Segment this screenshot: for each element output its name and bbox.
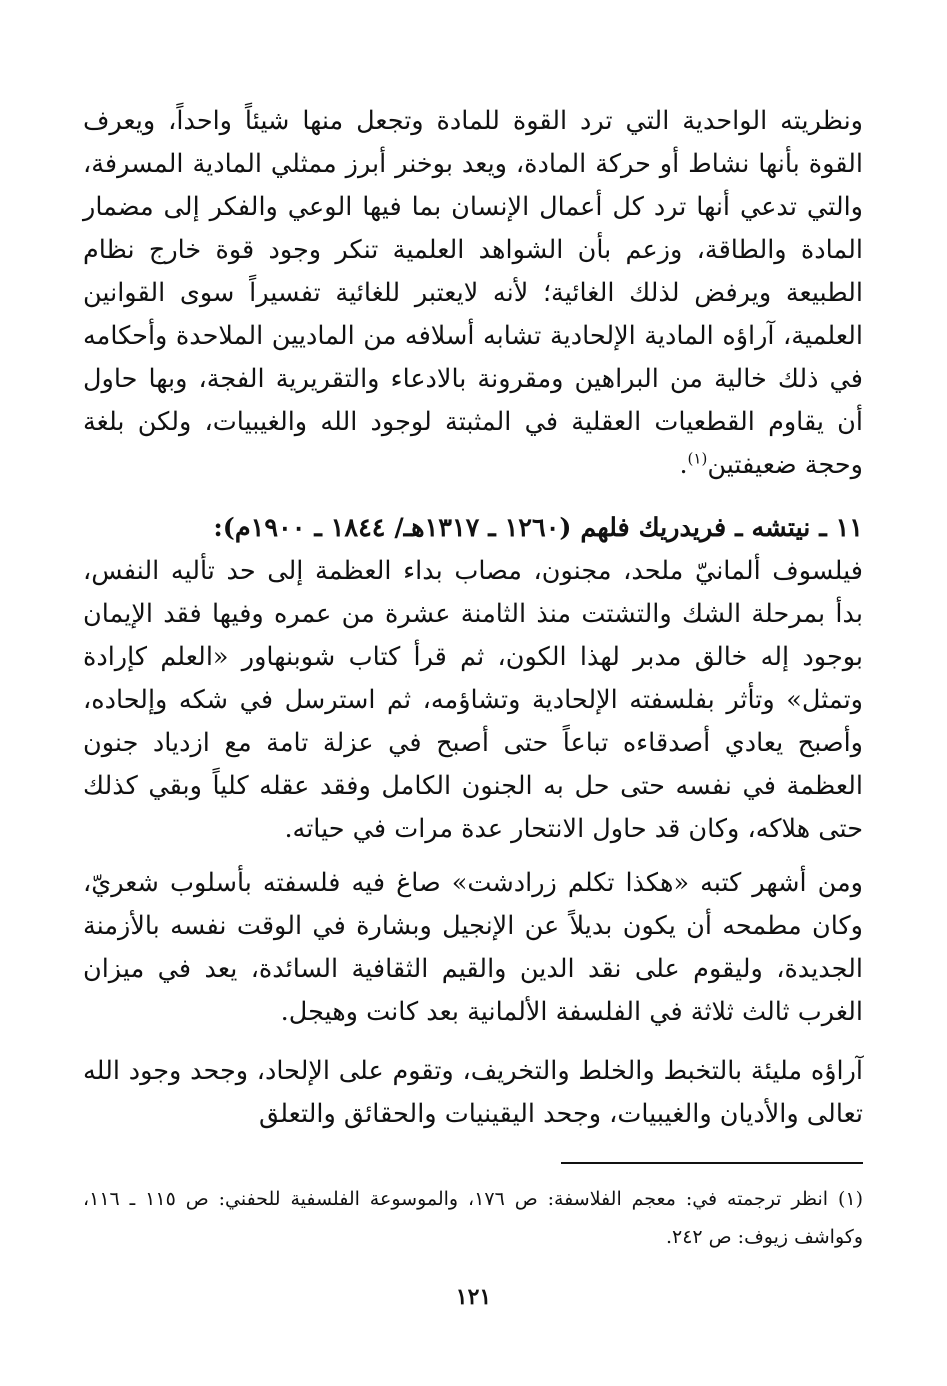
paragraph-zarathustra <box>83 862 863 1034</box>
footnote-reference: (١) <box>687 449 708 468</box>
paragraph-buchner-summary <box>83 100 863 487</box>
footnote: (١) انظر ترجمته في: معجم الفلاسفة: ص ١٧٦، والموسوعة الفلسفية للحفني: ص ١١٥ ـ ١١٦، وكواشف زيوف: ص ٢٤٢. <box>83 1188 863 1248</box>
paragraph-text: ونظريته الواحدية التي ترد القوة للمادة وتجعل منها شيئاً واحداً، ويعرف القوة بأنها نشاط أو حركة المادة، ويعد بوخنر أبرز ممثلي المادية المسرفة، والتي تدعي أنها ترد كل أعمال الإنسان بما فيها الوعي والفكر إلى مضمار المادة والطاقة، وزعم بأن الشواهد العلمية تنكر وجود قوة خارج نظام الطبيعة ويرفض لذلك الغائية؛ لأنه لايعتبر للغائية تفسيراً سوى القوانين العلمية، آراؤه المادية الإلحادية تشابه أسلافه من الماديين الملاحدة وأحكامه في ذلك خالية من البراهين ومقرونة بالادعاء والتقريرية الفجة، وبها حاول أن يقاوم القطعيات العقلية في المثبتة لوجود الله والغيبيات، ولكن بلغة وحجة ضعيفتين <box>83 106 863 480</box>
footnote-divider <box>561 1162 863 1164</box>
section-nietzsche <box>83 507 863 851</box>
paragraph-end-mark: . <box>679 450 688 480</box>
paragraph-text: آراؤه مليئة بالتخبط والخلط والتخريف، وتقوم على الإلحاد، وجحد وجود الله تعالى والأديان والغيبيات، وجحد اليقينيات والحقائق والتعلق <box>83 1056 863 1129</box>
page-number: ١٢١ <box>455 1284 492 1310</box>
paragraph-views <box>83 1050 863 1136</box>
section-heading: ١١ ـ نيتشه ـ فريدريك فلهم (١٢٦٠ ـ ١٣١٧هـ/ ١٨٤٤ ـ ١٩٠٠م): <box>213 513 863 543</box>
paragraph-text: ومن أشهر كتبه «هكذا تكلم زرادشت» صاغ فيه فلسفته بأسلوب شعريّ، وكان مطمحه أن يكون بديلاً عن الإنجيل وبشارة في الوقت نفسه بالأزمنة الجديدة، وليقوم على نقد الدين والقيم الثقافية السائدة، يعد في ميزان الغرب ثالث ثلاثة في الفلسفة الألمانية بعد كانت وهيجل. <box>83 868 863 1027</box>
paragraph-nietzsche-bio: فيلسوف ألمانيّ ملحد، مجنون، مصاب بداء العظمة إلى حد تأليه النفس، بدأ بمرحلة الشك والتشتت منذ الثامنة عشرة من عمره وفيها فقد الإيمان بوجود إله خالق مدبر لهذا الكون، ثم قرأ كتاب شوبنهاور «العلم كإرادة وتمثل» وتأثر بفلسفته الإلحادية وتشاؤمه، ثم استرسل في شكه وإلحاده، وأصبح يعادي أصدقاءه تباعاً حتى أصبح في عزلة تامة مع ازدياد جنون العظمة في نفسه حتى حل به الجنون الكامل وفقد عقله كلياً وبقي كذلك حتى هلاكه، وكان قد حاول الانتحار عدة مرات في حياته. <box>83 556 863 844</box>
